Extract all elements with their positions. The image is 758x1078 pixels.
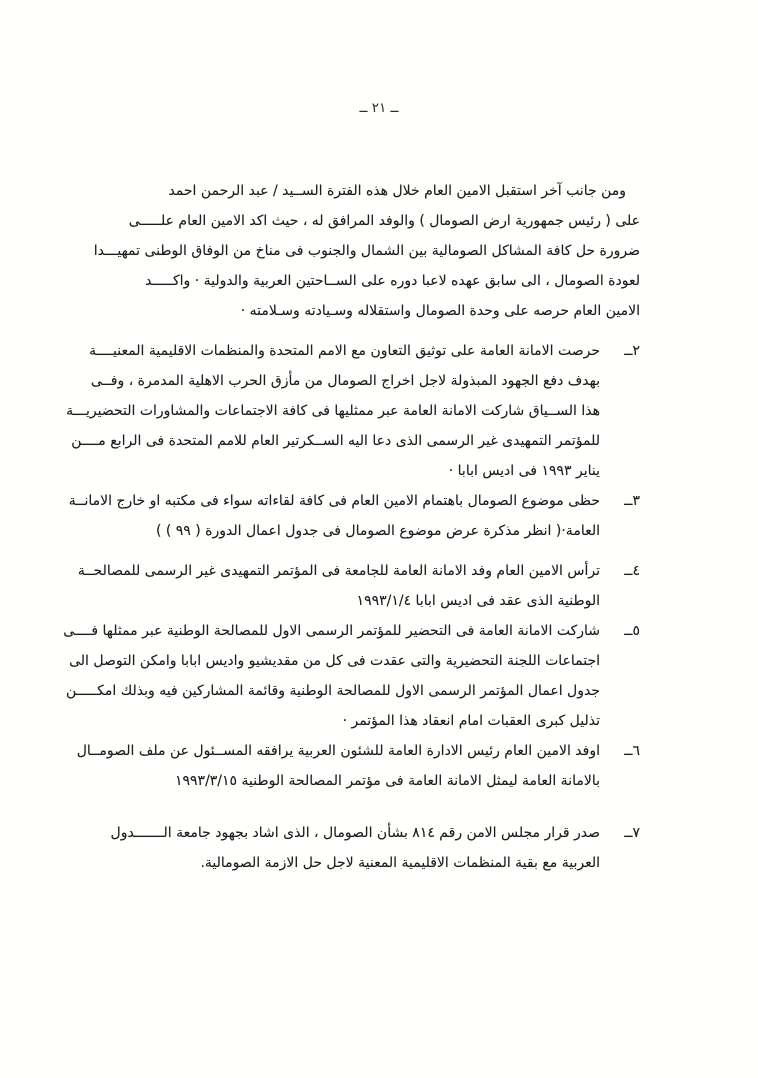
paragraph-marker: ٦ــ [624,743,640,759]
intro-line: ضرورة حل كافة المشاكل الصومالية بين الشمال والجنوب فى مناخ من الوفاق الوطنى تمهيـــدا [93,243,640,259]
paragraph-item-4 [77,556,640,616]
paragraph-line: العامة·( انظر مذكرة عرض موضوع الصومال فى جدول اعمال الدورة ( ٩٩ ) ) [155,523,600,539]
paragraph-item-3 [68,486,640,546]
paragraph-item-7 [112,818,640,878]
paragraph-marker: ٣ــ [624,493,640,509]
intro-line: ومن جانب آخر استقبل الامين العام خلال هذه الفترة الســيد / عبد الرحمن احمد [168,183,626,199]
paragraph-line: هذا الســياق شاركت الامانة العامة عبر ممثليها فى كافة الاجتماعات والمشاورات التحضيريـــة [66,403,600,419]
paragraph-line: للمؤتمر التمهيدى غير الرسمى الذى دعا اليه الســكرتير العام للامم المتحدة فى الرابع مــــن [71,433,600,449]
paragraph-line: اجتماعات اللجنة التحضيرية والتى عقدت فى كل من مقديشيو واديس ابابا وامكن التوصل الى [69,653,600,669]
paragraph-text: اوفد الامين العام رئيس الادارة العامة للشئون العربية يرافقه المســئول عن ملف الصومــال [76,743,600,759]
paragraph-line [112,818,640,848]
intro-line: الامين العام حرصه على وحدة الصومال واستقلاله وسـيادته وسـلامته · [240,303,640,319]
paragraph-item-5 [63,616,640,736]
paragraph-text: صدر قرار مجلس الامن رقم ٨١٤ بشأن الصومال ، الذى اشاد بجهود جامعة الـــــــدول [110,825,600,841]
paragraph-line: بهدف دفع الجهود المبذولة لاجل اخراج الصومال من مأزق الحرب الاهلية المدمرة ، وفــى [90,373,600,389]
paragraph-line: يناير ١٩٩٣ فى اديس ابابا · [448,463,600,479]
paragraph-line: بالامانة العامة ليمثل الامانة العامة فى مؤتمر المصالحة الوطنية ١٩٩٣/٣/١٥ [174,773,600,789]
paragraph-text: شاركت الامانة العامة فى التحضير للمؤتمر الرسمى الاول للمصالحة الوطنية عبر ممثلها فــــى [63,623,600,639]
intro-line: لعودة الصومال ، الى سابق عهده لاعبا دوره على الســاحتين العربية والدولية · واكـــــد [145,273,640,289]
page-content [63,176,640,878]
page-number: ــ ٢١ ــ [359,100,399,116]
paragraph-line [68,486,640,516]
paragraph-marker: ٤ــ [624,563,640,579]
intro-paragraph [93,176,640,326]
paragraph-line [76,736,640,766]
paragraph-line: العربية مع بقية المنظمات الاقليمية المعنية لاجل حل الازمة الصومالية. [200,855,600,871]
paragraph-line: تذليل كبرى العقبات امام انعقاد هذا المؤتمر · [342,713,600,729]
paragraph-item-6 [76,736,640,796]
paragraph-item-2 [66,336,640,486]
intro-line: على ( رئيس جمهورية ارض الصومال ) والوفد المرافق له ، حيث اكد الامين العام علـــــى [128,213,640,229]
paragraph-text: ترأس الامين العام وفد الامانة العامة للجامعة فى المؤتمر التمهيدى غير الرسمى للمصالحــة [77,563,600,579]
paragraph-line [63,616,640,646]
paragraph-marker: ٧ــ [624,825,640,841]
paragraph-line [77,556,640,586]
paragraph-text: حرصت الامانة العامة على توثيق التعاون مع الامم المتحدة والمنظمات الاقليمية المعنيــــة [89,343,600,359]
paragraph-line: الوطنية الذى عقد فى اديس ابابا ١٩٩٣/١/٤ [356,593,600,609]
paragraph-line [89,336,640,366]
paragraph-marker: ٥ــ [624,623,640,639]
paragraph-text: حظى موضوع الصومال باهتمام الامين العام فى كافة لقاءاته سواء فى مكتبه او خارج الامانــة [68,493,600,509]
paragraph-marker: ٢ــ [624,343,640,359]
paragraph-line: جدول اعمال المؤتمر الرسمى الاول للمصالحة الوطنية وقائمة المشاركين فيه وبذلك امكـــــن [65,683,600,699]
